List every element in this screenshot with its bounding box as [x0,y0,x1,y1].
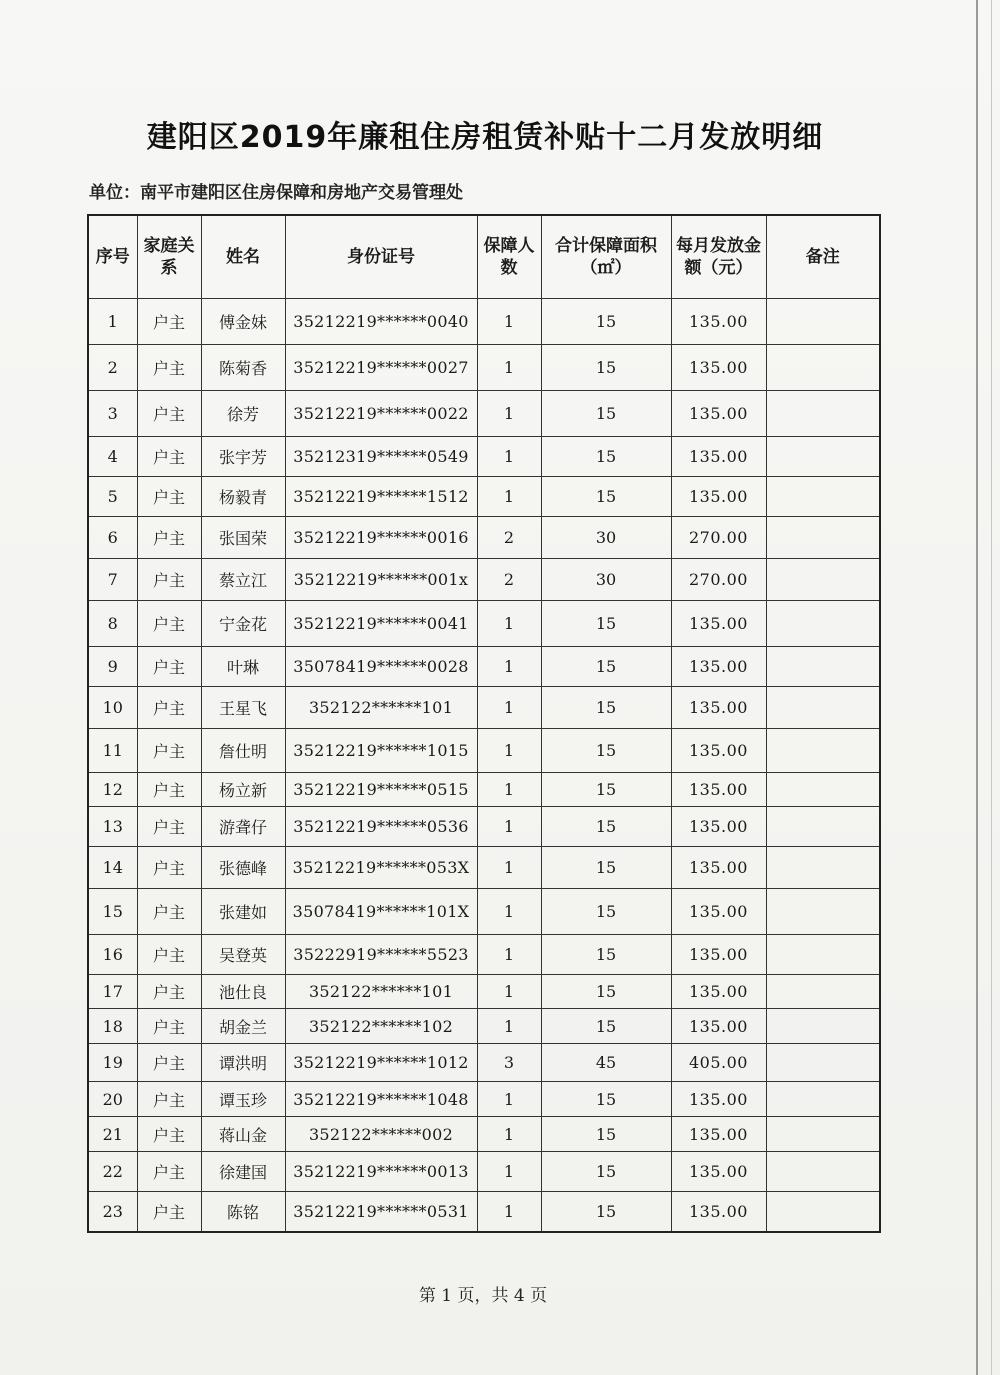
cell-remark [766,935,880,975]
cell-relation: 户主 [137,1044,201,1082]
table-row [88,687,880,729]
cell-area: 15 [541,1009,671,1044]
cell-seq: 5 [88,477,137,517]
cell-id: 35212219******0536 [285,807,477,847]
table-row [88,517,880,559]
cell-relation: 户主 [137,1117,201,1152]
cell-id: 352122******002 [285,1117,477,1152]
cell-id: 35212219******0531 [285,1192,477,1232]
cell-area: 15 [541,935,671,975]
cell-persons: 1 [477,1009,541,1044]
cell-remark [766,477,880,517]
cell-name: 吴登英 [201,935,285,975]
cell-amount: 135.00 [671,807,766,847]
cell-persons: 1 [477,935,541,975]
cell-name: 陈铭 [201,1192,285,1232]
cell-area: 15 [541,687,671,729]
cell-area: 30 [541,559,671,601]
cell-area: 15 [541,647,671,687]
table-row [88,975,880,1009]
table-row [88,559,880,601]
cell-seq: 4 [88,437,137,477]
cell-amount: 135.00 [671,1009,766,1044]
header-amount: 每月发放金额（元） [671,215,766,299]
cell-id: 35212219******1015 [285,729,477,773]
cell-remark [766,1044,880,1082]
header-seq: 序号 [88,215,137,299]
cell-amount: 135.00 [671,437,766,477]
cell-id: 35212219******0027 [285,345,477,391]
cell-name: 谭洪明 [201,1044,285,1082]
cell-persons: 1 [477,687,541,729]
cell-seq: 22 [88,1152,137,1192]
cell-persons: 2 [477,517,541,559]
cell-seq: 6 [88,517,137,559]
cell-area: 15 [541,1152,671,1192]
table-row [88,477,880,517]
cell-amount: 135.00 [671,345,766,391]
cell-remark [766,889,880,935]
cell-area: 15 [541,299,671,345]
table-row [88,391,880,437]
cell-persons: 1 [477,437,541,477]
cell-relation: 户主 [137,477,201,517]
cell-remark [766,1152,880,1192]
cell-area: 15 [541,1117,671,1152]
cell-persons: 1 [477,889,541,935]
cell-name: 张宇芳 [201,437,285,477]
cell-seq: 18 [88,1009,137,1044]
cell-name: 张国荣 [201,517,285,559]
cell-id: 35212219******053X [285,847,477,889]
cell-persons: 1 [477,1082,541,1117]
cell-name: 谭玉珍 [201,1082,285,1117]
document-title: 建阳区2019年廉租住房租赁补贴十二月发放明细 [146,120,824,155]
cell-amount: 270.00 [671,559,766,601]
table-row [88,889,880,935]
table-row [88,1192,880,1232]
cell-name: 杨立新 [201,773,285,807]
cell-id: 35212219******0016 [285,517,477,559]
page-footer: 第 1 页，共 4 页 [418,1286,548,1306]
cell-relation: 户主 [137,391,201,437]
table-row [88,601,880,647]
header-name: 姓名 [201,215,285,299]
cell-name: 杨毅青 [201,477,285,517]
cell-seq: 23 [88,1192,137,1232]
cell-amount: 135.00 [671,1192,766,1232]
cell-name: 池仕良 [201,975,285,1009]
cell-area: 15 [541,477,671,517]
cell-id: 35212319******0549 [285,437,477,477]
cell-persons: 1 [477,345,541,391]
cell-amount: 135.00 [671,773,766,807]
cell-persons: 1 [477,807,541,847]
cell-relation: 户主 [137,687,201,729]
table-row [88,1152,880,1192]
cell-amount: 135.00 [671,729,766,773]
cell-persons: 3 [477,1044,541,1082]
unit-line: 单位：南平市建阳区住房保障和房地产交易管理处 [89,183,463,203]
cell-amount: 135.00 [671,601,766,647]
table-row [88,1082,880,1117]
cell-amount: 135.00 [671,299,766,345]
cell-persons: 1 [477,729,541,773]
cell-id: 352122******101 [285,975,477,1009]
cell-area: 15 [541,437,671,477]
cell-remark [766,517,880,559]
cell-persons: 1 [477,601,541,647]
cell-name: 王星飞 [201,687,285,729]
cell-persons: 1 [477,299,541,345]
cell-area: 15 [541,601,671,647]
cell-amount: 135.00 [671,847,766,889]
cell-relation: 户主 [137,299,201,345]
cell-seq: 1 [88,299,137,345]
cell-persons: 1 [477,847,541,889]
cell-amount: 135.00 [671,1152,766,1192]
header-relation: 家庭关系 [137,215,201,299]
header-area: 合计保障面积（㎡） [541,215,671,299]
cell-relation: 户主 [137,437,201,477]
cell-persons: 1 [477,1192,541,1232]
cell-name: 傅金妹 [201,299,285,345]
cell-amount: 135.00 [671,889,766,935]
cell-seq: 16 [88,935,137,975]
cell-amount: 135.00 [671,1117,766,1152]
cell-persons: 1 [477,391,541,437]
table-row [88,807,880,847]
page-edge-line-outer [991,0,992,1375]
cell-relation: 户主 [137,1192,201,1232]
table-row [88,729,880,773]
cell-area: 15 [541,1082,671,1117]
cell-relation: 户主 [137,889,201,935]
cell-relation: 户主 [137,517,201,559]
cell-area: 15 [541,391,671,437]
header-remark: 备注 [766,215,880,299]
cell-seq: 21 [88,1117,137,1152]
table-row [88,299,880,345]
cell-name: 蒋山金 [201,1117,285,1152]
cell-amount: 135.00 [671,647,766,687]
cell-area: 30 [541,517,671,559]
cell-remark [766,559,880,601]
cell-persons: 1 [477,1152,541,1192]
cell-id: 35078419******101X [285,889,477,935]
cell-remark [766,391,880,437]
cell-seq: 17 [88,975,137,1009]
cell-relation: 户主 [137,773,201,807]
cell-id: 35212219******0022 [285,391,477,437]
cell-persons: 1 [477,1117,541,1152]
cell-remark [766,345,880,391]
cell-seq: 8 [88,601,137,647]
table-row [88,773,880,807]
cell-id: 35212219******0515 [285,773,477,807]
page-edge-line [976,0,978,1375]
cell-seq: 14 [88,847,137,889]
table-row [88,437,880,477]
header-id: 身份证号 [285,215,477,299]
cell-relation: 户主 [137,935,201,975]
cell-amount: 135.00 [671,1082,766,1117]
cell-area: 45 [541,1044,671,1082]
cell-name: 叶琳 [201,647,285,687]
cell-seq: 9 [88,647,137,687]
cell-name: 蔡立江 [201,559,285,601]
cell-area: 15 [541,889,671,935]
cell-name: 胡金兰 [201,1009,285,1044]
cell-relation: 户主 [137,1082,201,1117]
table-row [88,935,880,975]
cell-seq: 19 [88,1044,137,1082]
cell-seq: 10 [88,687,137,729]
cell-persons: 1 [477,773,541,807]
cell-relation: 户主 [137,345,201,391]
cell-area: 15 [541,1192,671,1232]
cell-id: 35212219******0041 [285,601,477,647]
cell-relation: 户主 [137,1152,201,1192]
cell-relation: 户主 [137,559,201,601]
cell-remark [766,1082,880,1117]
cell-seq: 13 [88,807,137,847]
cell-persons: 1 [477,477,541,517]
table-body [88,299,880,1232]
cell-id: 35212219******1048 [285,1082,477,1117]
table-row [88,1117,880,1152]
cell-area: 15 [541,975,671,1009]
header-persons: 保障人数 [477,215,541,299]
cell-name: 徐建国 [201,1152,285,1192]
cell-id: 35212219******0013 [285,1152,477,1192]
cell-relation: 户主 [137,647,201,687]
table-row [88,1009,880,1044]
cell-area: 15 [541,729,671,773]
cell-seq: 3 [88,391,137,437]
cell-remark [766,1009,880,1044]
cell-amount: 135.00 [671,391,766,437]
cell-remark [766,437,880,477]
cell-remark [766,773,880,807]
cell-seq: 12 [88,773,137,807]
cell-id: 35078419******0028 [285,647,477,687]
table-row [88,1044,880,1082]
cell-amount: 135.00 [671,935,766,975]
cell-seq: 7 [88,559,137,601]
cell-remark [766,975,880,1009]
cell-remark [766,601,880,647]
cell-relation: 户主 [137,729,201,773]
table-header-row [88,215,880,299]
cell-amount: 135.00 [671,477,766,517]
cell-area: 15 [541,847,671,889]
cell-name: 游聋仔 [201,807,285,847]
cell-id: 35212219******0040 [285,299,477,345]
cell-remark [766,687,880,729]
cell-remark [766,1117,880,1152]
subsidy-table [87,214,881,1233]
cell-name: 宁金花 [201,601,285,647]
cell-name: 詹仕明 [201,729,285,773]
cell-area: 15 [541,807,671,847]
table-row [88,345,880,391]
cell-name: 张德峰 [201,847,285,889]
cell-id: 35212219******1012 [285,1044,477,1082]
cell-amount: 135.00 [671,975,766,1009]
cell-id: 35222919******5523 [285,935,477,975]
cell-persons: 1 [477,647,541,687]
cell-seq: 20 [88,1082,137,1117]
cell-seq: 11 [88,729,137,773]
cell-amount: 270.00 [671,517,766,559]
cell-remark [766,729,880,773]
cell-seq: 2 [88,345,137,391]
cell-relation: 户主 [137,601,201,647]
cell-remark [766,807,880,847]
cell-remark [766,647,880,687]
cell-remark [766,1192,880,1232]
cell-name: 陈菊香 [201,345,285,391]
cell-area: 15 [541,773,671,807]
cell-relation: 户主 [137,1009,201,1044]
cell-relation: 户主 [137,847,201,889]
table-row [88,647,880,687]
cell-relation: 户主 [137,807,201,847]
cell-remark [766,299,880,345]
cell-area: 15 [541,345,671,391]
cell-amount: 405.00 [671,1044,766,1082]
cell-id: 35212219******1512 [285,477,477,517]
table-row [88,847,880,889]
cell-name: 徐芳 [201,391,285,437]
cell-name: 张建如 [201,889,285,935]
cell-amount: 135.00 [671,687,766,729]
cell-id: 352122******102 [285,1009,477,1044]
cell-seq: 15 [88,889,137,935]
cell-persons: 1 [477,975,541,1009]
cell-relation: 户主 [137,975,201,1009]
cell-persons: 2 [477,559,541,601]
cell-id: 352122******101 [285,687,477,729]
cell-id: 35212219******001x [285,559,477,601]
cell-remark [766,847,880,889]
